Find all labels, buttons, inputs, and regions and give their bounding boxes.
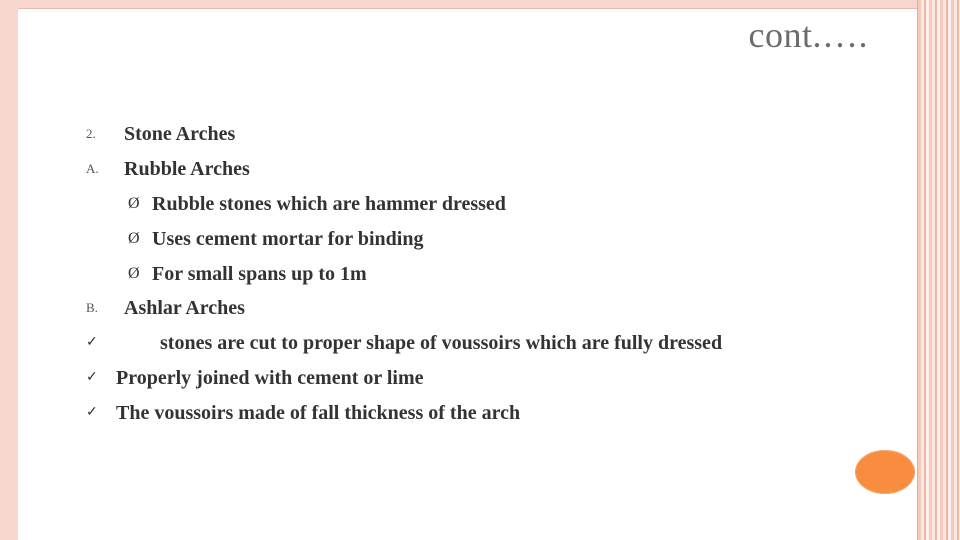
- list-item: Ashlar Arches: [124, 297, 245, 319]
- decorative-orange-circle: [855, 450, 915, 494]
- arrow-bullet-icon: Ø: [128, 230, 140, 247]
- list-item: Rubble Arches: [124, 158, 250, 180]
- arrow-bullet-icon: Ø: [128, 265, 140, 282]
- slide-frame-inner-line: [18, 8, 918, 9]
- arrow-bullet-icon: Ø: [128, 195, 140, 212]
- checkmark-icon: ✓: [86, 370, 98, 385]
- list-item: Uses cement mortar for binding: [152, 228, 424, 250]
- list-marker: B.: [86, 300, 98, 315]
- slide-title: cont.….: [748, 15, 868, 55]
- list-marker: A.: [86, 161, 99, 176]
- slide-frame-right-stripes: [918, 0, 960, 540]
- list-item: For small spans up to 1m: [152, 263, 367, 285]
- list-item: Stone Arches: [124, 123, 236, 145]
- list-marker: 2.: [86, 126, 96, 141]
- checkmark-icon: ✓: [86, 405, 98, 420]
- slide-frame-top: [0, 0, 918, 8]
- list-item: stones are cut to proper shape of voussoirs which are fully dressed: [160, 332, 723, 354]
- checkmark-icon: ✓: [86, 335, 98, 350]
- list-item: Rubble stones which are hammer dressed: [152, 193, 506, 215]
- list-item: The voussoirs made of fall thickness of the arch: [116, 402, 521, 424]
- slide-frame-left: [0, 0, 18, 540]
- list-item: Properly joined with cement or lime: [116, 367, 424, 389]
